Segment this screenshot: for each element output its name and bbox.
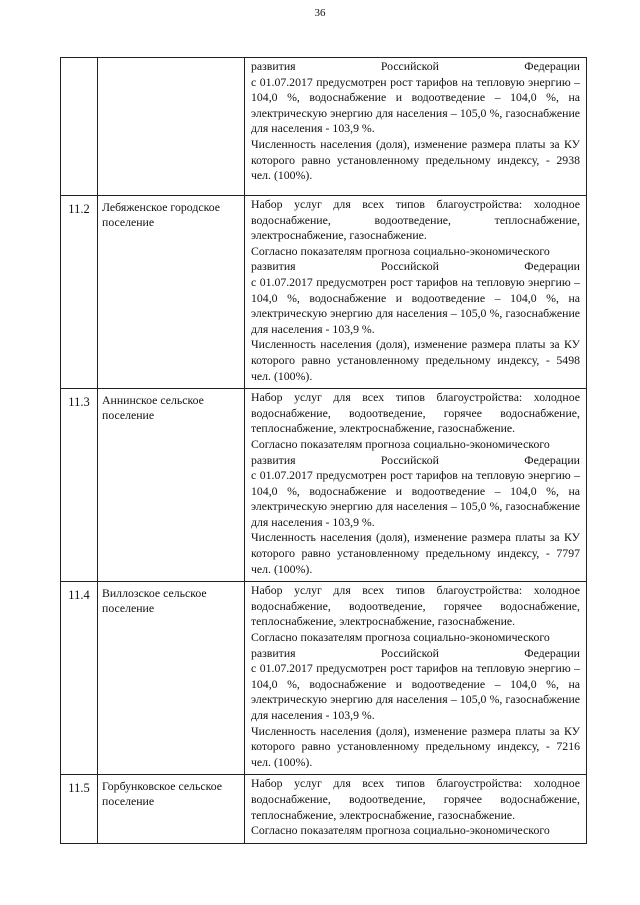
tariff-description (245, 582, 587, 775)
spread-line (251, 259, 580, 275)
spread-word: развития (251, 59, 296, 73)
spread-word: Российской (380, 452, 439, 467)
row-number (61, 58, 98, 196)
paragraph: с 01.07.2017 предусмотрен рост тарифов на тепловую энергию – 104,0 %, водоснабжение и водоотведение – 104,0 %, на электрическую энергию для населения – 105,0 %, газоснабжение для населения - 103,9 %. (251, 74, 580, 136)
spread-word: Российской (380, 645, 439, 660)
paragraph: Согласно показателям прогноза социально-экономического (251, 823, 550, 838)
paragraph: Численность населения (доля), изменение размера платы за КУ которого равно установленному предельному индексу, - 2938 чел. (100%). (251, 136, 580, 183)
row-number: 11.3 (61, 389, 98, 582)
settlement-name: Аннинское сельское поселение (98, 389, 245, 582)
row-number: 11.2 (61, 196, 98, 389)
row-number: 11.5 (61, 775, 98, 843)
spread-word: Российской (380, 259, 439, 274)
tariff-table (60, 57, 587, 844)
tariff-description (245, 775, 587, 843)
paragraph: Согласно показателям прогноза социально-экономического (251, 630, 550, 645)
spread-word: развития (251, 259, 296, 274)
paragraph: Набор услуг для всех типов благоустройства: холодное водоснабжение, водоотведение, теплоснабжение, электроснабжение, газоснабжение. (251, 197, 580, 243)
paragraph: Согласно показателям прогноза социально-экономического (251, 436, 550, 451)
paragraph: Численность населения (доля), изменение размера платы за КУ которого равно установленному предельному индексу, - 7797 чел. (100%). (251, 530, 580, 576)
page-number: 36 (314, 7, 326, 19)
spread-line (251, 646, 580, 662)
spread-word: развития (251, 645, 296, 660)
paragraph: Набор услуг для всех типов благоустройства: холодное водоснабжение, водоотведение, горячее водоснабжение, теплоснабжение, электроснабжение, газоснабжение. (251, 583, 580, 629)
spread-line (251, 453, 580, 469)
tariff-description (245, 389, 587, 582)
row-number: 11.4 (61, 582, 98, 775)
settlement-name (98, 58, 245, 196)
spread-line (251, 59, 580, 75)
spread-word: Федерации (524, 259, 580, 274)
paragraph: с 01.07.2017 предусмотрен рост тарифов на тепловую энергию – 104,0 %, водоснабжение и водоотведение – 104,0 %, на электрическую энергию для населения – 105,0 %, газоснабжение для населения - 103,9 %. (251, 468, 580, 529)
paragraph: Согласно показателям прогноза социально-экономического (251, 243, 550, 258)
paragraph: Набор услуг для всех типов благоустройства: холодное водоснабжение, водоотведение, горячее водоснабжение, теплоснабжение, электроснабжение, газоснабжение. (251, 776, 580, 822)
tariff-description (245, 58, 587, 196)
table-row (61, 389, 587, 582)
spread-word: Федерации (524, 645, 580, 660)
table-row (61, 58, 587, 196)
tariff-description (245, 196, 587, 389)
paragraph: Численность населения (доля), изменение размера платы за КУ которого равно установленному предельному индексу, - 5498 чел. (100%). (251, 337, 580, 383)
tariff-table-body (61, 58, 587, 844)
table-row (61, 775, 587, 843)
table-row (61, 582, 587, 775)
settlement-name: Виллозское сельское поселение (98, 582, 245, 775)
settlement-name: Горбунковское сельское поселение (98, 775, 245, 843)
spread-word: Федерации (524, 452, 580, 467)
spread-word: Российской (380, 59, 439, 73)
paragraph: с 01.07.2017 предусмотрен рост тарифов на тепловую энергию – 104,0 %, водоснабжение и водоотведение – 104,0 %, на электрическую энергию для населения – 105,0 %, газоснабжение для населения - 103,9 %. (251, 661, 580, 722)
table-row (61, 196, 587, 389)
paragraph: Набор услуг для всех типов благоустройства: холодное водоснабжение, водоотведение, горячее водоснабжение, теплоснабжение, электроснабжение, газоснабжение. (251, 390, 580, 436)
paragraph: Численность населения (доля), изменение размера платы за КУ которого равно установленному предельному индексу, - 7216 чел. (100%). (251, 723, 580, 769)
spread-word: Федерации (524, 59, 580, 73)
spread-word: развития (251, 452, 296, 467)
settlement-name: Лебяженское городское поселение (98, 196, 245, 389)
paragraph: с 01.07.2017 предусмотрен рост тарифов на тепловую энергию – 104,0 %, водоснабжение и водоотведение – 104,0 %, на электрическую энергию для населения – 105,0 %, газоснабжение для населения - 103,9 %. (251, 274, 580, 336)
